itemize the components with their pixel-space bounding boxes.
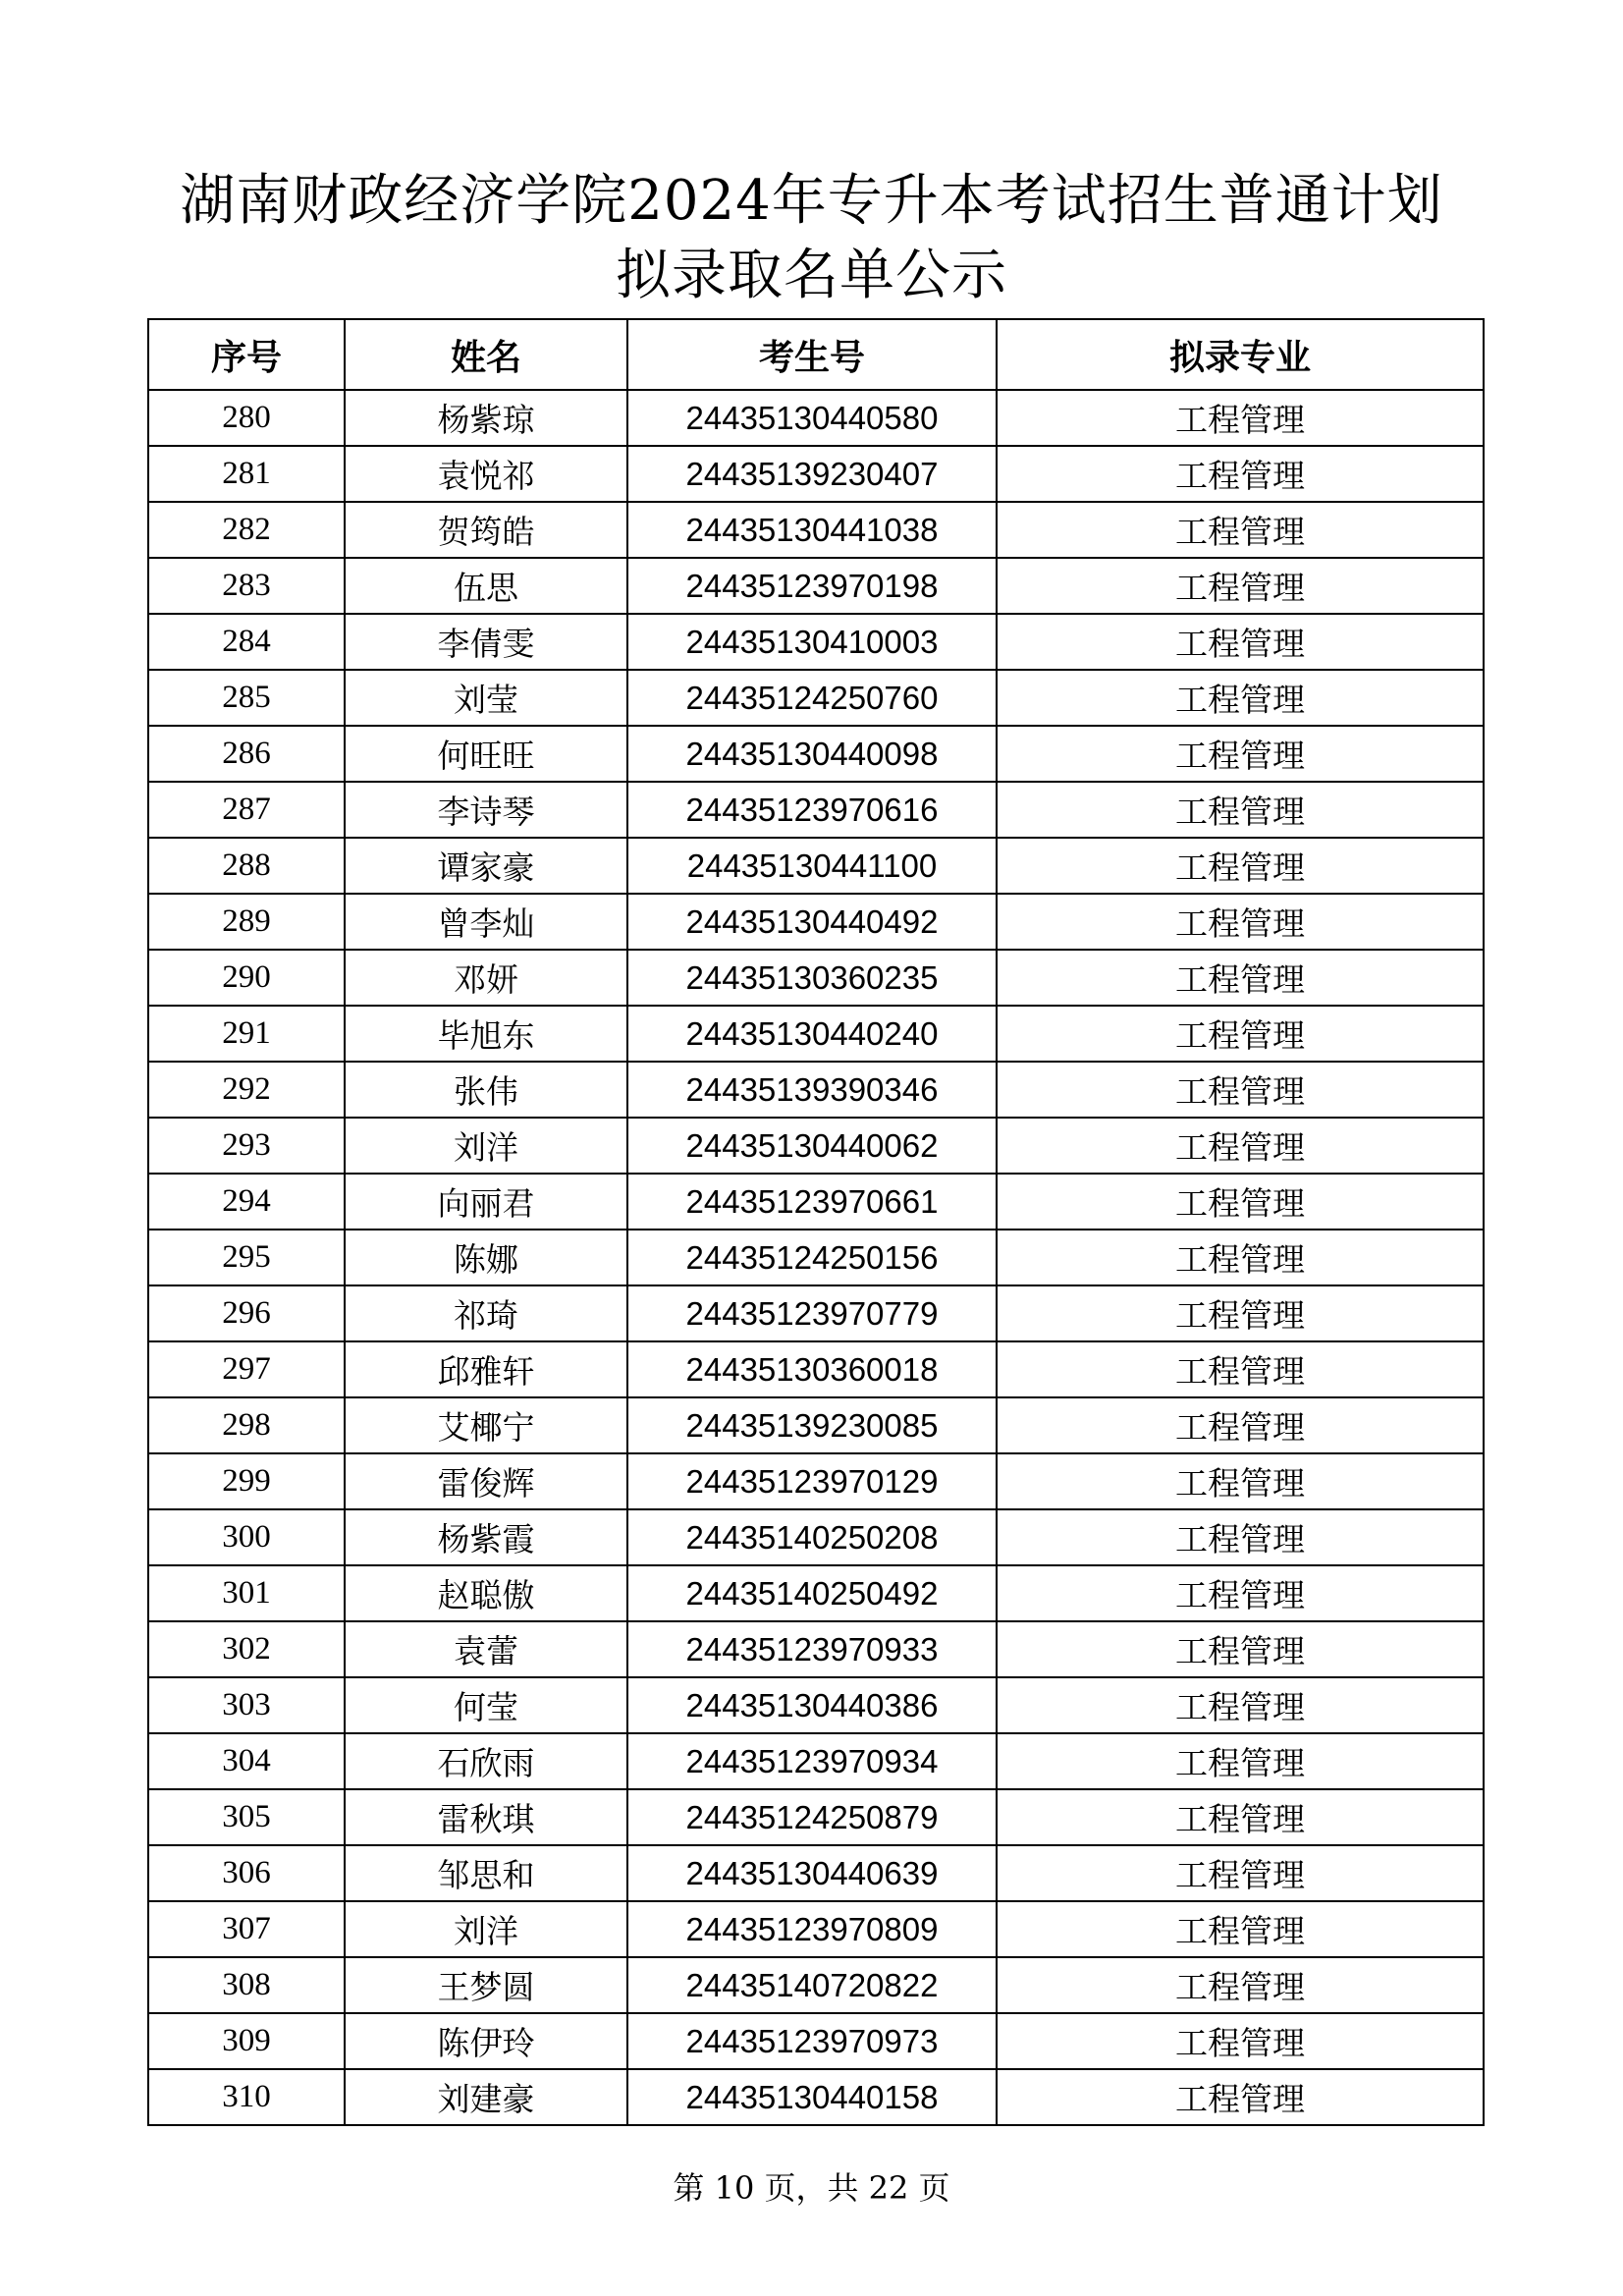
cell-seq: 308 (148, 1957, 345, 2013)
cell-exam-id: 24435123970129 (627, 1453, 997, 1509)
cell-exam-id: 24435140720822 (627, 1957, 997, 2013)
cell-name: 陈娜 (345, 1230, 627, 1285)
cell-name: 陈伊玲 (345, 2013, 627, 2069)
cell-major: 工程管理 (997, 1230, 1484, 1285)
cell-major: 工程管理 (997, 1118, 1484, 1174)
table-header-row (148, 319, 1484, 390)
table-row (148, 1509, 1484, 1565)
table-row (148, 670, 1484, 726)
cell-exam-id: 24435139390346 (627, 1062, 997, 1118)
cell-major: 工程管理 (997, 614, 1484, 670)
cell-name: 杨紫霞 (345, 1509, 627, 1565)
cell-name: 曾李灿 (345, 894, 627, 950)
cell-seq: 292 (148, 1062, 345, 1118)
cell-name: 刘洋 (345, 1118, 627, 1174)
table-row (148, 782, 1484, 838)
table-row (148, 1285, 1484, 1341)
table-row (148, 726, 1484, 782)
cell-name: 刘莹 (345, 670, 627, 726)
cell-seq: 298 (148, 1397, 345, 1453)
cell-major: 工程管理 (997, 1006, 1484, 1062)
cell-exam-id: 24435130410003 (627, 614, 997, 670)
cell-seq: 289 (148, 894, 345, 950)
cell-major: 工程管理 (997, 1677, 1484, 1733)
page-number-footer: 第 10 页，共 22 页 (673, 2169, 950, 2207)
cell-exam-id: 24435123970973 (627, 2013, 997, 2069)
table-row (148, 1957, 1484, 2013)
table-row (148, 1845, 1484, 1901)
cell-major: 工程管理 (997, 1509, 1484, 1565)
cell-seq: 300 (148, 1509, 345, 1565)
cell-seq: 304 (148, 1733, 345, 1789)
cell-exam-id: 24435130360018 (627, 1341, 997, 1397)
cell-seq: 280 (148, 390, 345, 446)
cell-major: 工程管理 (997, 446, 1484, 502)
cell-name: 杨紫琼 (345, 390, 627, 446)
cell-seq: 286 (148, 726, 345, 782)
cell-major: 工程管理 (997, 1174, 1484, 1230)
cell-seq: 291 (148, 1006, 345, 1062)
cell-seq: 281 (148, 446, 345, 502)
header-seq: 序号 (148, 319, 345, 390)
cell-major: 工程管理 (997, 390, 1484, 446)
cell-name: 毕旭东 (345, 1006, 627, 1062)
cell-name: 李倩雯 (345, 614, 627, 670)
table-row (148, 1341, 1484, 1397)
cell-exam-id: 24435123970934 (627, 1733, 997, 1789)
cell-seq: 302 (148, 1621, 345, 1677)
cell-major: 工程管理 (997, 1285, 1484, 1341)
cell-seq: 303 (148, 1677, 345, 1733)
table-row (148, 1397, 1484, 1453)
cell-exam-id: 24435130441038 (627, 502, 997, 558)
cell-name: 邹思和 (345, 1845, 627, 1901)
cell-exam-id: 24435124250760 (627, 670, 997, 726)
table-row (148, 2069, 1484, 2125)
table-row (148, 1677, 1484, 1733)
table-row (148, 558, 1484, 614)
cell-exam-id: 24435130440240 (627, 1006, 997, 1062)
cell-name: 祁琦 (345, 1285, 627, 1341)
header-major: 拟录专业 (997, 319, 1484, 390)
cell-name: 邱雅轩 (345, 1341, 627, 1397)
table-row (148, 1174, 1484, 1230)
table-row (148, 1733, 1484, 1789)
cell-exam-id: 24435130440158 (627, 2069, 997, 2125)
cell-seq: 285 (148, 670, 345, 726)
cell-seq: 293 (148, 1118, 345, 1174)
table-row (148, 1062, 1484, 1118)
cell-exam-id: 24435130360235 (627, 950, 997, 1006)
cell-name: 袁蕾 (345, 1621, 627, 1677)
cell-name: 贺筠皓 (345, 502, 627, 558)
cell-exam-id: 24435124250156 (627, 1230, 997, 1285)
cell-exam-id: 24435130440492 (627, 894, 997, 950)
cell-name: 张伟 (345, 1062, 627, 1118)
cell-seq: 294 (148, 1174, 345, 1230)
cell-exam-id: 24435139230085 (627, 1397, 997, 1453)
table-row (148, 1621, 1484, 1677)
cell-name: 雷秋琪 (345, 1789, 627, 1845)
cell-name: 何旺旺 (345, 726, 627, 782)
cell-major: 工程管理 (997, 1341, 1484, 1397)
table-row (148, 1565, 1484, 1621)
cell-major: 工程管理 (997, 782, 1484, 838)
cell-name: 王梦圆 (345, 1957, 627, 2013)
cell-seq: 288 (148, 838, 345, 894)
cell-name: 邓妍 (345, 950, 627, 1006)
cell-major: 工程管理 (997, 950, 1484, 1006)
cell-name: 艾椰宁 (345, 1397, 627, 1453)
cell-seq: 301 (148, 1565, 345, 1621)
cell-seq: 296 (148, 1285, 345, 1341)
cell-exam-id: 24435123970779 (627, 1285, 997, 1341)
table-row (148, 2013, 1484, 2069)
cell-exam-id: 24435130441100 (627, 838, 997, 894)
table-row (148, 1006, 1484, 1062)
cell-name: 刘建豪 (345, 2069, 627, 2125)
table-row (148, 950, 1484, 1006)
cell-exam-id: 24435130440580 (627, 390, 997, 446)
cell-exam-id: 24435123970809 (627, 1901, 997, 1957)
table-row (148, 502, 1484, 558)
cell-name: 向丽君 (345, 1174, 627, 1230)
cell-exam-id: 24435130440098 (627, 726, 997, 782)
table-row (148, 614, 1484, 670)
cell-name: 石欣雨 (345, 1733, 627, 1789)
table-row (148, 838, 1484, 894)
header-exam-id: 考生号 (627, 319, 997, 390)
cell-exam-id: 24435140250208 (627, 1509, 997, 1565)
table-body (148, 390, 1484, 2125)
cell-major: 工程管理 (997, 1845, 1484, 1901)
table-row (148, 1118, 1484, 1174)
cell-exam-id: 24435123970198 (627, 558, 997, 614)
cell-major: 工程管理 (997, 1789, 1484, 1845)
admission-list-table (147, 318, 1485, 2126)
cell-seq: 299 (148, 1453, 345, 1509)
cell-seq: 287 (148, 782, 345, 838)
cell-exam-id: 24435123970616 (627, 782, 997, 838)
table-row (148, 446, 1484, 502)
cell-seq: 306 (148, 1845, 345, 1901)
cell-name: 何莹 (345, 1677, 627, 1733)
cell-name: 刘洋 (345, 1901, 627, 1957)
cell-name: 雷俊辉 (345, 1453, 627, 1509)
cell-major: 工程管理 (997, 838, 1484, 894)
cell-name: 谭家豪 (345, 838, 627, 894)
cell-name: 李诗琴 (345, 782, 627, 838)
table-row (148, 1453, 1484, 1509)
cell-seq: 305 (148, 1789, 345, 1845)
cell-major: 工程管理 (997, 1453, 1484, 1509)
cell-major: 工程管理 (997, 1733, 1484, 1789)
cell-seq: 295 (148, 1230, 345, 1285)
table-row (148, 1230, 1484, 1285)
document-title-line-1: 湖南财政经济学院2024年专升本考试招生普通计划 (180, 169, 1443, 233)
cell-seq: 284 (148, 614, 345, 670)
cell-exam-id: 24435124250879 (627, 1789, 997, 1845)
cell-seq: 307 (148, 1901, 345, 1957)
cell-major: 工程管理 (997, 1621, 1484, 1677)
cell-major: 工程管理 (997, 1565, 1484, 1621)
table-row (148, 1789, 1484, 1845)
cell-major: 工程管理 (997, 894, 1484, 950)
cell-exam-id: 24435140250492 (627, 1565, 997, 1621)
cell-seq: 283 (148, 558, 345, 614)
cell-exam-id: 24435130440386 (627, 1677, 997, 1733)
cell-major: 工程管理 (997, 2069, 1484, 2125)
cell-major: 工程管理 (997, 1397, 1484, 1453)
document-title-line-2: 拟录取名单公示 (616, 244, 1007, 307)
header-name: 姓名 (345, 319, 627, 390)
cell-major: 工程管理 (997, 2013, 1484, 2069)
cell-major: 工程管理 (997, 1901, 1484, 1957)
cell-seq: 290 (148, 950, 345, 1006)
cell-major: 工程管理 (997, 1957, 1484, 2013)
cell-seq: 297 (148, 1341, 345, 1397)
cell-exam-id: 24435123970933 (627, 1621, 997, 1677)
cell-seq: 310 (148, 2069, 345, 2125)
cell-major: 工程管理 (997, 502, 1484, 558)
cell-exam-id: 24435139230407 (627, 446, 997, 502)
cell-major: 工程管理 (997, 1062, 1484, 1118)
cell-major: 工程管理 (997, 670, 1484, 726)
cell-exam-id: 24435123970661 (627, 1174, 997, 1230)
cell-name: 伍思 (345, 558, 627, 614)
cell-major: 工程管理 (997, 726, 1484, 782)
cell-exam-id: 24435130440639 (627, 1845, 997, 1901)
table-row (148, 1901, 1484, 1957)
table-row (148, 894, 1484, 950)
cell-major: 工程管理 (997, 558, 1484, 614)
cell-name: 袁悦祁 (345, 446, 627, 502)
cell-seq: 309 (148, 2013, 345, 2069)
cell-name: 赵聪傲 (345, 1565, 627, 1621)
cell-exam-id: 24435130440062 (627, 1118, 997, 1174)
table-row (148, 390, 1484, 446)
cell-seq: 282 (148, 502, 345, 558)
